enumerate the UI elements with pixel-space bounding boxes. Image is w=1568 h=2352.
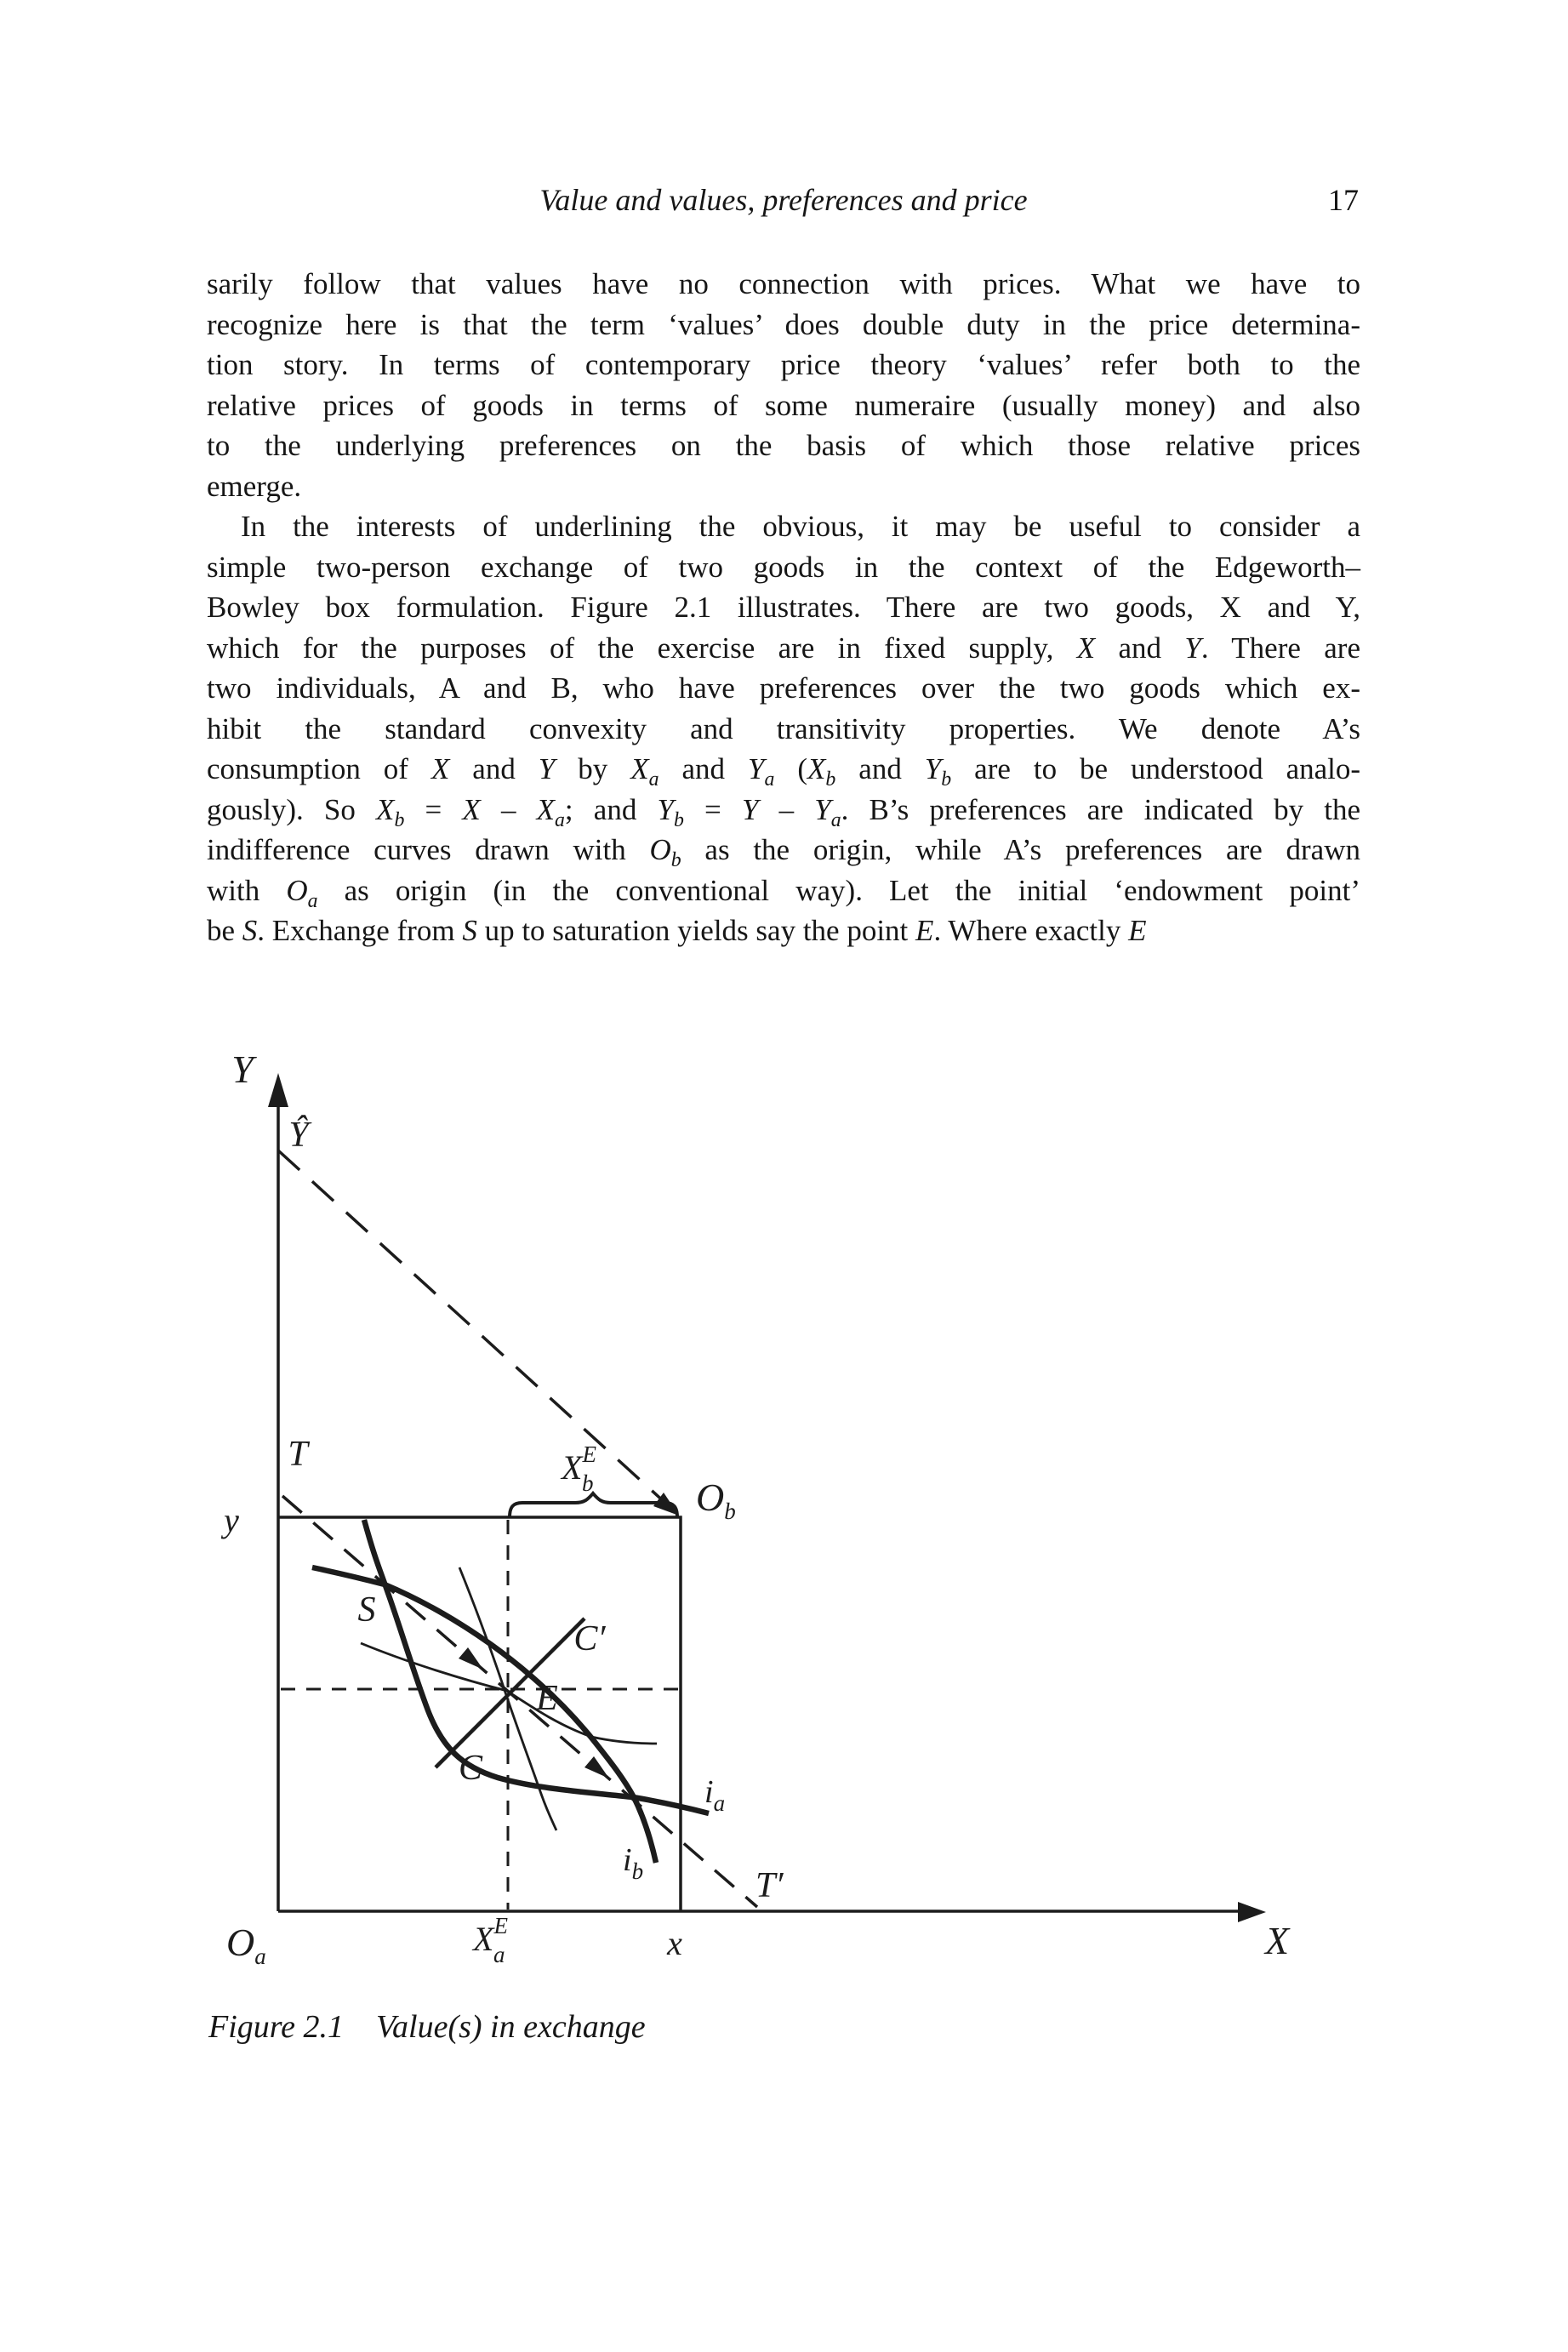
label-x-small: x [667,1924,682,1962]
figure-2-1 [0,979,1568,2000]
label-C-prime: C′ [573,1619,606,1658]
figure-caption-label: Figure 2.1 [208,2009,345,2045]
y-axis-arrowhead-icon [268,1073,288,1107]
price-line-t-tprime [282,1496,757,1907]
text-line: Bowley box formulation. Figure 2.1 illustrates. There are two goods, X and Y, [207,591,1360,624]
label-ib: $i_b$ [623,1842,644,1884]
paragraph [207,506,1360,951]
text-line: relative prices of goods in terms of some numeraire (usually money) and also [207,388,1360,422]
label-T: T [288,1435,308,1474]
contract-line-c-cprime [436,1618,584,1767]
label-Ob: $O_b$ [696,1476,736,1524]
label-S: S [357,1590,376,1630]
x-axis-arrowhead-icon [1238,1902,1266,1922]
text-line: which for the purposes of the exercise are in fixed supply, X and Y. There are [207,631,1360,665]
label-X-axis: X [1264,1919,1290,1962]
text-line: gously). So $X_b = X - X_a$; and $Y_b = Y - Y_a$. B’s preferences are indicated by the [207,792,1361,831]
text-line: to the underlying preferences on the basis of which those relative prices [207,429,1360,462]
label-y-small: y [224,1501,239,1539]
label-E: E [536,1679,558,1718]
body-text [207,264,1360,951]
trade-arrowhead-upper-icon [459,1647,483,1670]
label-XaE: $X^E$ a [473,1913,508,1967]
text-line: consumption of X and Y by $X_a$ and $Y_a$ ($X_b$ and $Y_b$ are to be understood analo- [207,752,1361,791]
text-line: be S. Exchange from S up to saturation yields say the point E. Where exactly E [207,914,1147,947]
label-XbE: $X^E$ b [562,1441,596,1496]
text-line: recognize here is that the term ‘values’ does double duty in the price determina- [207,307,1360,341]
figure-caption [208,2008,646,2046]
text-line: tion story. In terms of contemporary price theory ‘values’ refer both to the [207,348,1360,381]
text-line: two individuals, A and B, who have preferences over the two goods which ex- [207,671,1360,705]
price-line-yhat-ob [278,1150,667,1504]
label-Y-hat: Ŷ [288,1116,309,1155]
page-header [207,180,1360,220]
figure-caption-title: Value(s) in exchange [376,2009,646,2045]
text-line: sarily follow that values have no connection with prices. What we have to [207,267,1360,300]
brace-xbe [510,1493,677,1517]
label-C: C [458,1749,483,1788]
text-line: hibit the standard convexity and transitivity properties. We denote A’s [207,711,1360,745]
running-head: Value and values, preferences and price [539,183,1028,217]
page-number: 17 [1328,183,1359,217]
text-line: with $O_a$ as origin (in the conventional way). Let the initial ‘endowment point’ [207,873,1360,912]
text-line: simple two-person exchange of two goods in the context of the Edgeworth– [207,550,1360,584]
label-Oa: $O_a$ [226,1921,266,1969]
text-line: emerge. [207,469,302,503]
text-line: indifference curves drawn with $O_b$ as the origin, while A’s preferences are drawn [207,833,1360,871]
label-Y-axis: Y [231,1048,254,1091]
label-T-prime: T′ [755,1866,784,1905]
paragraph [207,264,1360,506]
label-ia: $i_a$ [704,1774,726,1816]
box-border [278,1517,681,1911]
text-line: In the interests of underlining the obvious, it may be useful to consider a [241,510,1360,543]
